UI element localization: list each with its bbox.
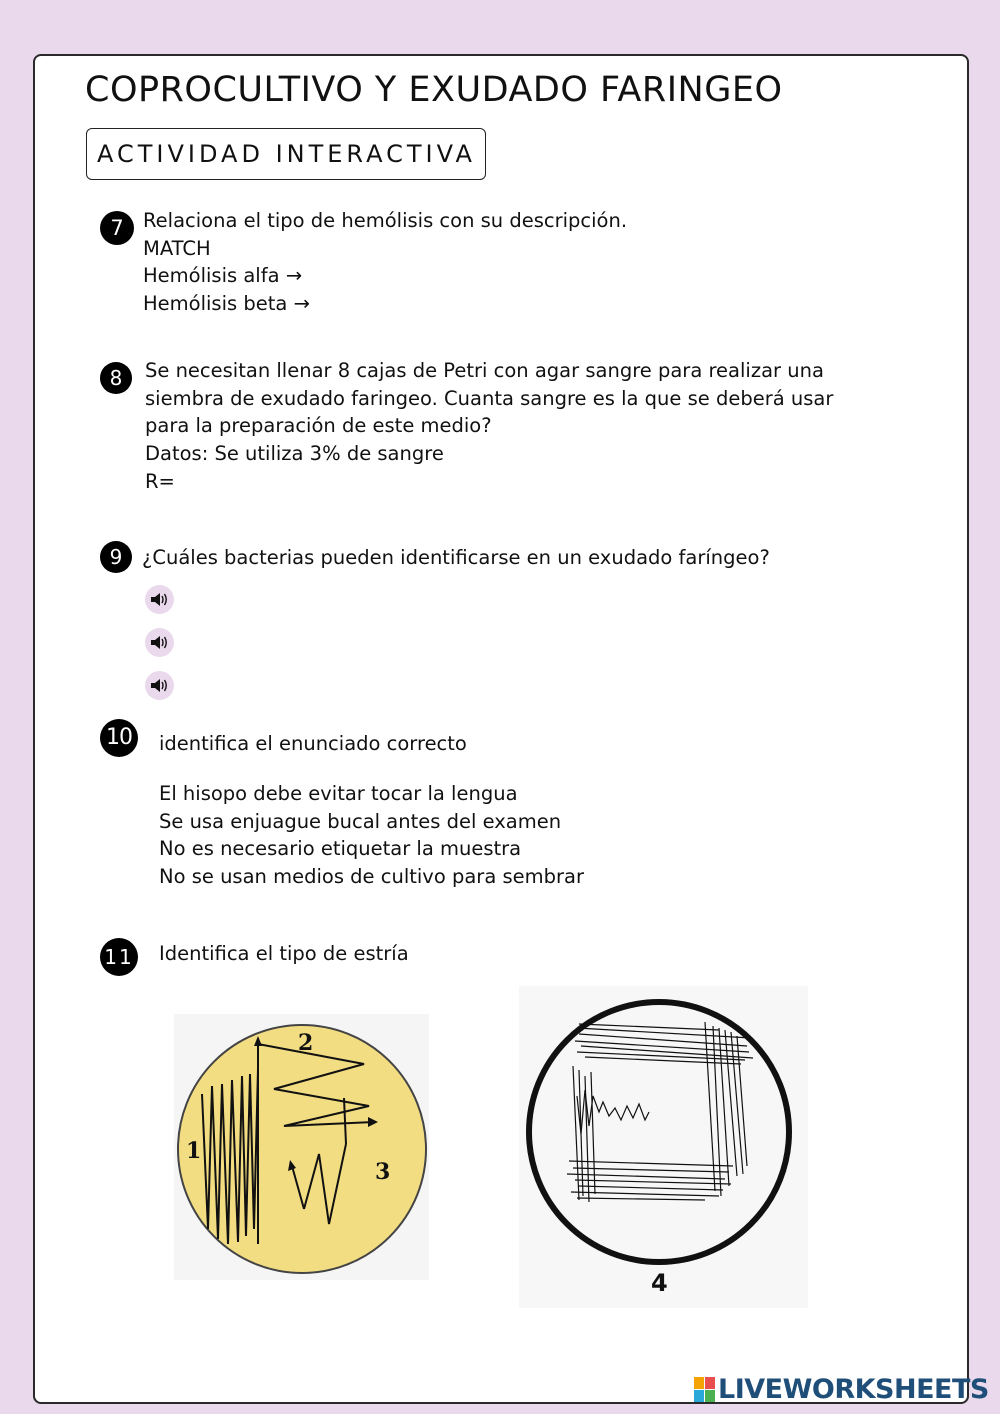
activity-subtitle: ACTIVIDAD INTERACTIVA [86, 128, 486, 180]
option-2[interactable]: Se usa enjuague bucal antes del examen [159, 809, 562, 833]
speaker-icon[interactable] [145, 671, 174, 700]
question-11-prompt: Identifica el tipo de estría [159, 942, 409, 965]
q8-answer-field[interactable]: R= [145, 469, 175, 493]
question-number-11: 11 [100, 938, 138, 976]
plate-label-2: 2 [298, 1030, 314, 1056]
plate-label-3: 3 [375, 1159, 391, 1185]
q7-match-label: MATCH [143, 236, 211, 260]
plate-label-1: 1 [186, 1138, 202, 1164]
option-1[interactable]: El hisopo debe evitar tocar la lengua [159, 782, 518, 805]
question-8 [145, 357, 833, 496]
q8-line-2: siembra de exudado faringeo. Cuanta sangre es la que se deberá usar [145, 386, 834, 410]
q7-item-alpha[interactable]: Hemólisis alfa → [143, 264, 303, 288]
question-number-7: 7 [100, 211, 134, 245]
brand-name: LIVEWORKSHEETS [718, 1374, 989, 1405]
question-10-prompt: identifica el enunciado correcto [159, 732, 467, 755]
option-4[interactable]: No se usan medios de cultivo para sembrar [159, 865, 584, 889]
q8-data: Datos: Se utiliza 3% de sangre [145, 442, 444, 466]
q8-line-3: para la preparación de este medio? [145, 414, 492, 438]
question-10-options [159, 780, 584, 891]
speaker-icon[interactable] [145, 628, 174, 657]
question-7 [143, 207, 627, 318]
q8-line-1: Se necesitan llenar 8 cajas de Petri con agar sangre para realizar una [145, 359, 824, 382]
speaker-icon[interactable] [145, 585, 174, 614]
q7-instruction: Relaciona el tipo de hemólisis con su descripción. [143, 209, 628, 232]
question-number-8: 8 [100, 362, 132, 394]
question-number-10: 10 [100, 719, 138, 757]
plate-label-4: 4 [651, 1269, 668, 1297]
page-title: COPROCULTIVO Y EXUDADO FARINGEO [85, 70, 783, 110]
streak-image-1 [174, 1014, 429, 1280]
question-9-text: ¿Cuáles bacterias pueden identificarse en un exudado faríngeo? [142, 546, 770, 569]
question-number-9: 9 [100, 541, 132, 573]
streak-image-2 [519, 986, 808, 1308]
option-3[interactable]: No es necesario etiquetar la muestra [159, 837, 522, 861]
q7-item-beta[interactable]: Hemólisis beta → [143, 292, 310, 316]
brand-logo-icon [694, 1377, 716, 1403]
